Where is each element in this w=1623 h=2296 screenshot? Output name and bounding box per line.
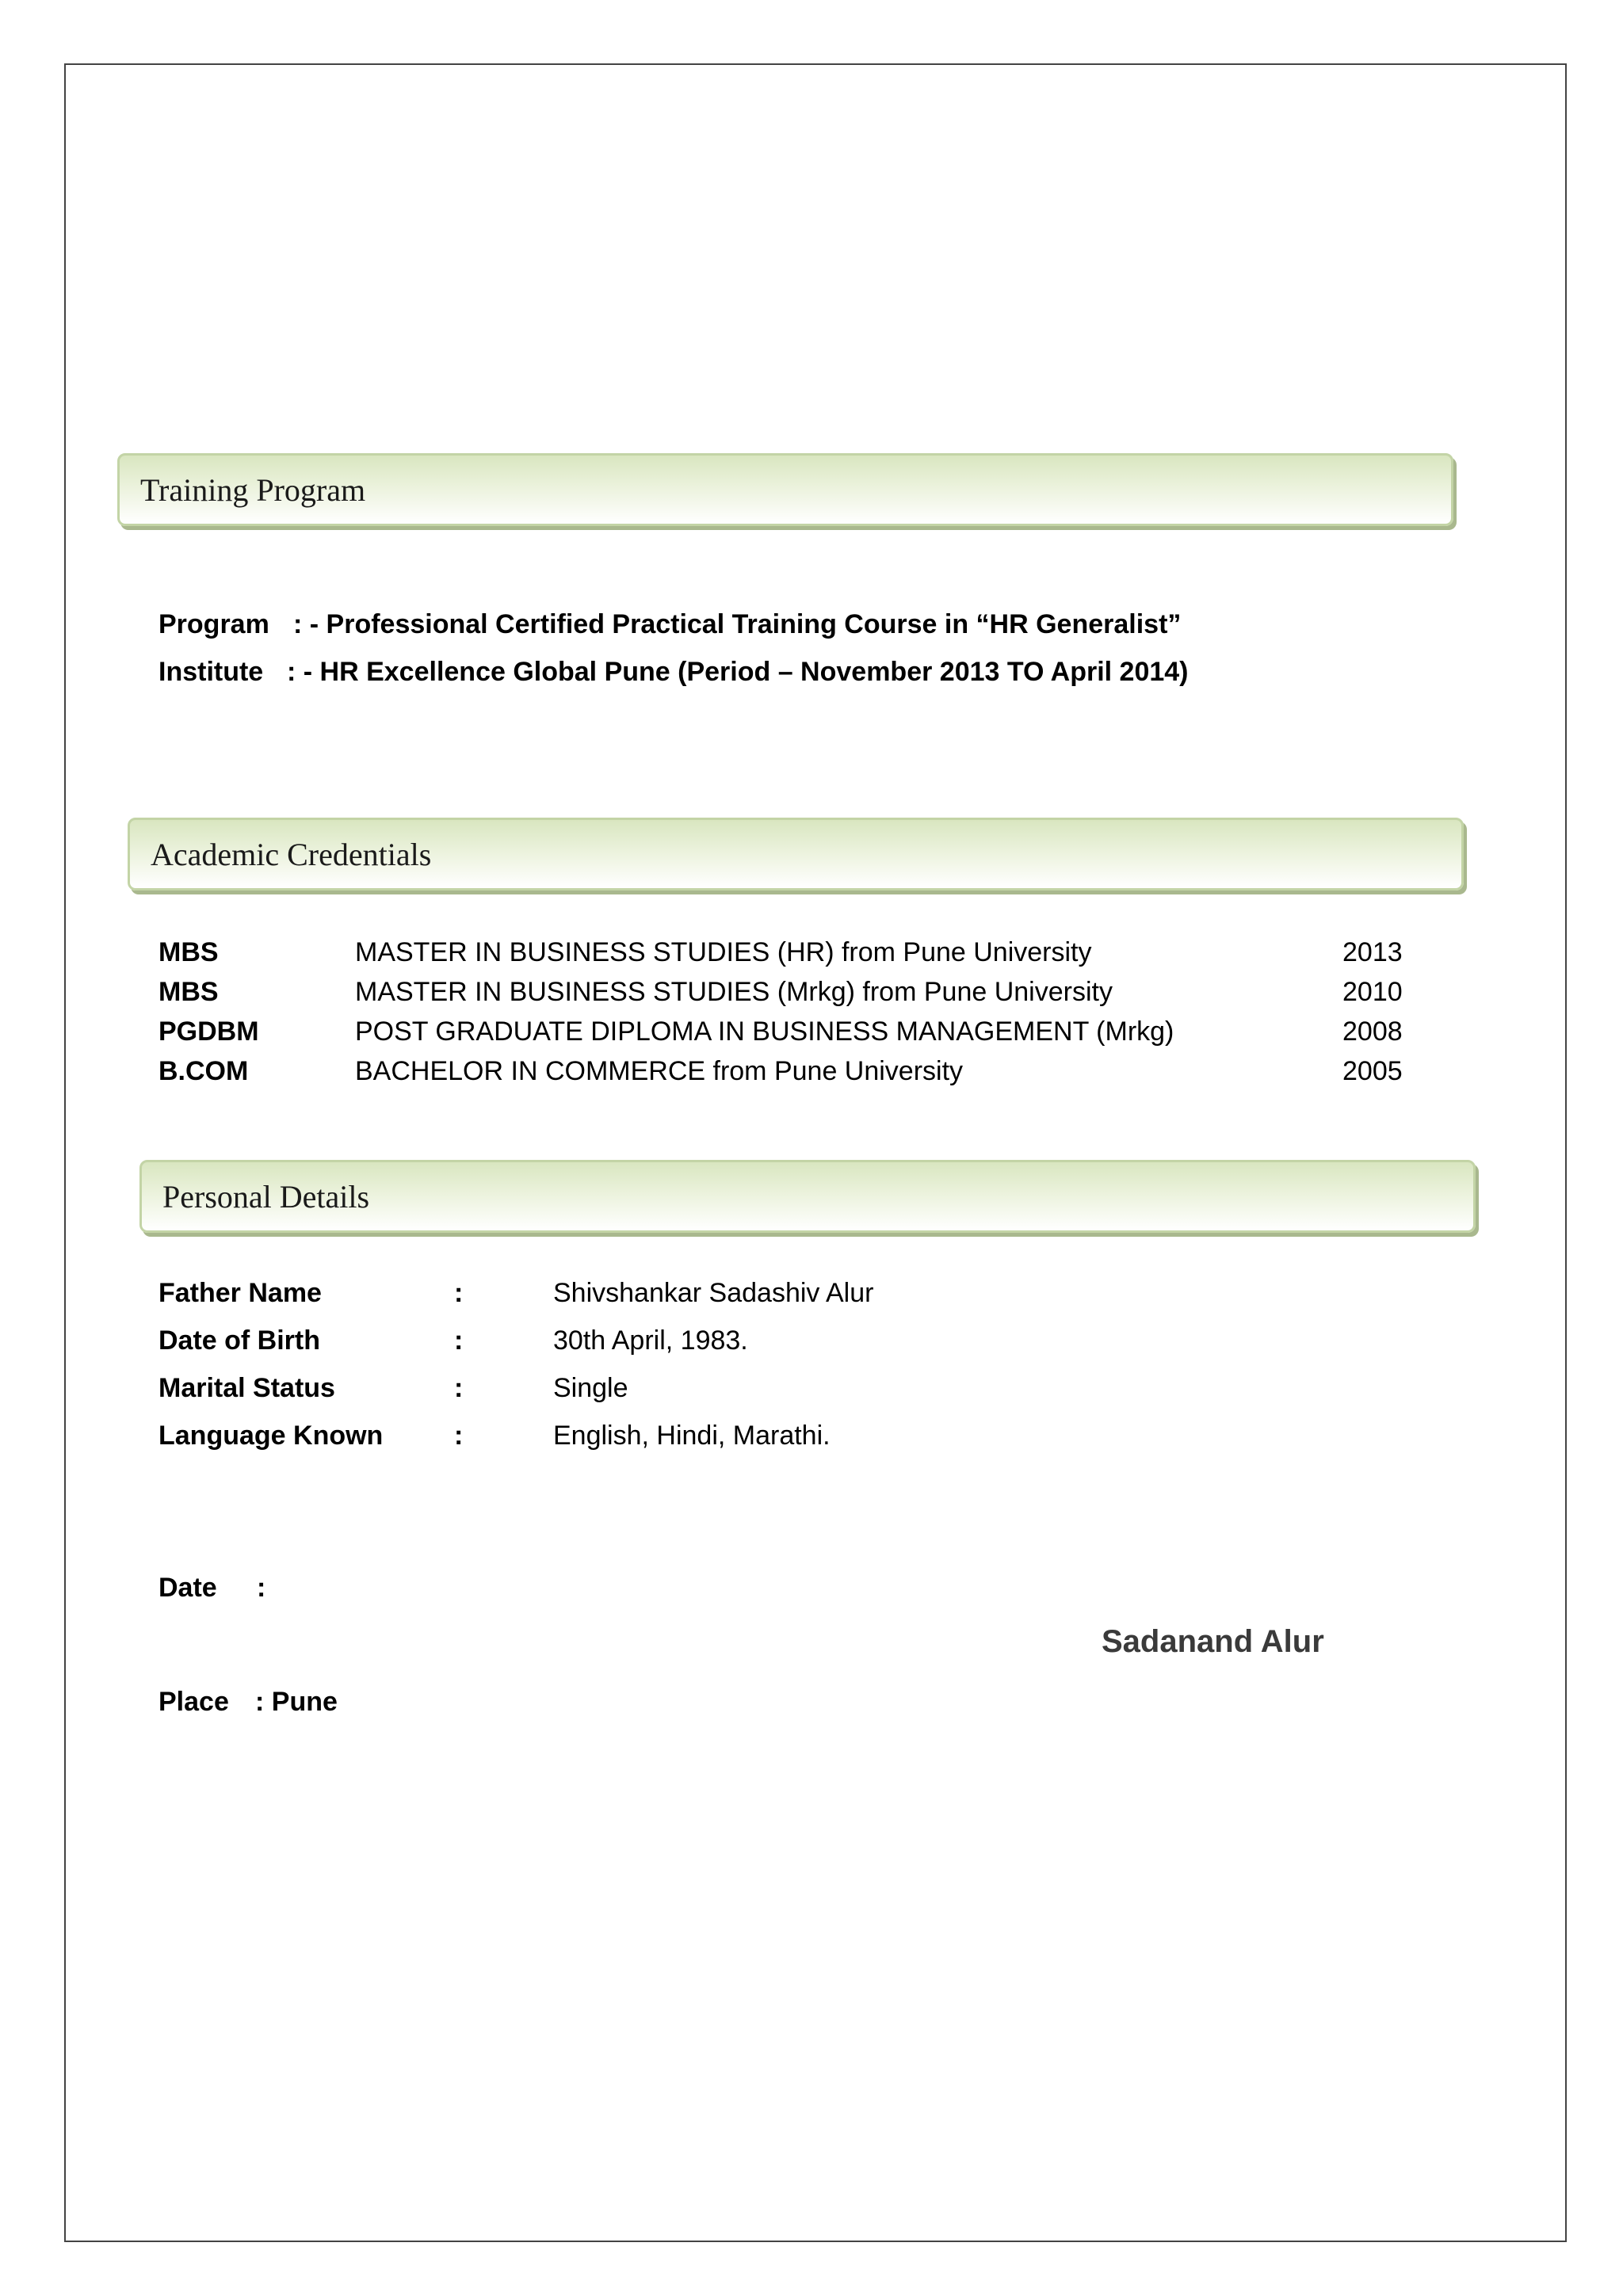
description-cell: MASTER IN BUSINESS STUDIES (HR) from Pune University [355,937,1092,967]
date-label: Date [158,1573,217,1603]
training-program-header [117,453,1453,526]
detail-label: Father Name [158,1278,322,1308]
degree-cell: B.COM [158,1056,249,1086]
personal-details-header [139,1160,1476,1233]
place-label: Place [158,1687,229,1717]
institute-label: Institute [158,657,264,687]
section-title: Academic Credentials [151,836,432,872]
detail-value: English, Hindi, Marathi. [553,1421,831,1451]
description-cell: MASTER IN BUSINESS STUDIES (Mrkg) from Pune University [355,977,1113,1007]
detail-separator: : [454,1278,464,1308]
degree-cell: MBS [158,937,219,967]
signature-name: Sadanand Alur [1102,1624,1324,1659]
section-title: Training Program [140,471,366,508]
place-value: : Pune [255,1687,338,1717]
detail-separator: : [454,1325,464,1356]
detail-value: 30th April, 1983. [553,1325,748,1356]
detail-separator: : [454,1373,464,1403]
year-cell: 2010 [1342,977,1403,1007]
degree-cell: PGDBM [158,1016,259,1047]
academic-credentials-header [128,818,1464,891]
detail-value: Single [553,1373,628,1403]
date-separator: : [257,1573,266,1603]
year-cell: 2013 [1342,937,1403,967]
institute-value: : - HR Excellence Global Pune (Period – November 2013 TO April 2014) [287,657,1189,687]
detail-separator: : [454,1421,464,1451]
section-title: Personal Details [162,1178,370,1215]
program-value: : - Professional Certified Practical Training Course in “HR Generalist” [293,609,1182,639]
detail-value: Shivshankar Sadashiv Alur [553,1278,874,1308]
degree-cell: MBS [158,977,219,1007]
page-border [64,63,1567,2242]
detail-label: Language Known [158,1421,384,1451]
program-label: Program [158,609,269,639]
year-cell: 2005 [1342,1056,1403,1086]
detail-label: Date of Birth [158,1325,320,1356]
description-cell: BACHELOR IN COMMERCE from Pune University [355,1056,964,1086]
year-cell: 2008 [1342,1016,1403,1047]
description-cell: POST GRADUATE DIPLOMA IN BUSINESS MANAGEMENT (Mrkg) [355,1016,1174,1047]
detail-label: Marital Status [158,1373,335,1403]
